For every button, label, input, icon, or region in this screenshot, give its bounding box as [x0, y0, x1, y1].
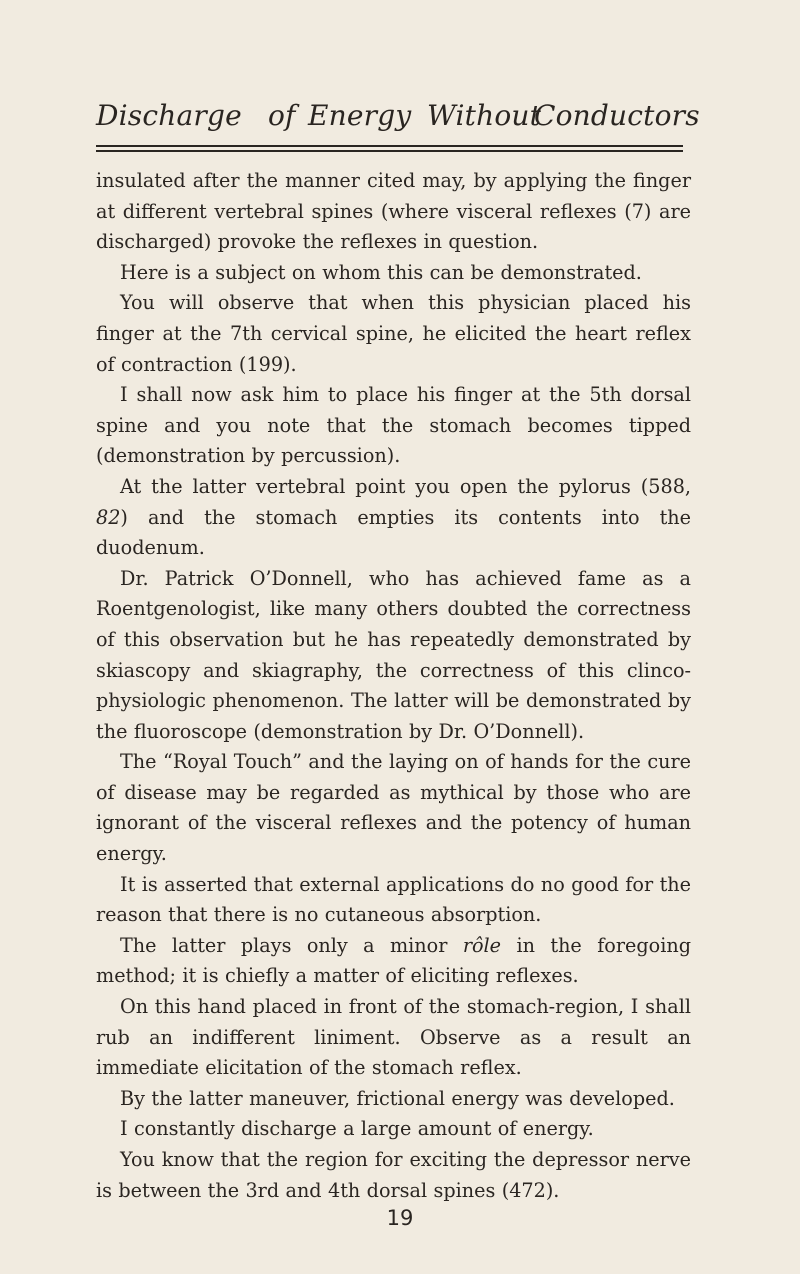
running-head — [96, 96, 700, 140]
paragraph: At the latter vertebral point you open the pylorus (588, 82) and the stomach empties its contents into the duodenum. — [96, 474, 691, 560]
paragraph: By the latter maneuver, frictional energy was developed. — [120, 1086, 675, 1110]
running-head-word: of — [268, 99, 296, 132]
header-rule-top — [96, 145, 683, 147]
paragraph: The “Royal Touch” and the laying on of hands for the cure of disease may be regarded as mythical by those who are ignorant of the visceral reflexes and the potency of human energy. — [96, 750, 691, 866]
paragraph: On this hand placed in front of the stomach-region, I shall rub an indifferent liniment. Observe as a result an immediate elicitation of the stomach reflex. — [96, 995, 691, 1080]
paragraph: It is asserted that external applications do no good for the reason that there is no cutaneous absorption. — [96, 872, 691, 927]
paragraph: The latter plays only a minor rôle in the foregoing method; it is chiefly a matter of eliciting reflexes. — [96, 933, 691, 988]
running-head-word: Discharge — [96, 99, 242, 132]
running-head-word: Without — [427, 99, 542, 132]
paragraph: Dr. Patrick O’Donnell, who has achieved fame as a Roentgenologist, like many others doubted the correctness of this observation but he has repeatedly demonstrated by skiascopy and skiagraphy, the correctness of this clincophysiologic phenomenon. The latter will be demonstrated by the fluoroscope (demonstration by Dr. O’Donnell). — [96, 566, 691, 743]
header-rule-bottom — [96, 150, 683, 152]
page-number: 19 — [386, 1206, 414, 1230]
body-text — [96, 166, 691, 1206]
italic-reference: 82 — [96, 505, 121, 529]
running-head-word: Conductors — [534, 99, 700, 132]
running-head-word: Energy — [308, 99, 412, 132]
paragraph: You know that the region for exciting the depressor nerve is between the 3rd and 4th dorsal spines (472). — [96, 1148, 691, 1202]
paragraph: You will observe that when this physician placed his finger at the 7th cervical spine, he elicited the heart reflex of contraction (199). — [96, 291, 691, 376]
paragraph: Here is a subject on whom this can be demonstrated. — [120, 260, 642, 284]
paragraph: I constantly discharge a large amount of energy. — [120, 1117, 594, 1141]
italic-word: rôle — [462, 933, 502, 957]
paragraph: I shall now ask him to place his finger at the 5th dorsal spine and you note that the stomach becomes tipped (demonstration by percussion). — [96, 383, 691, 468]
paragraph: insulated after the manner cited may, by applying the finger at different vertebral spines (where visceral reflexes (7) are discharged) provoke the reflexes in question. — [96, 169, 691, 254]
